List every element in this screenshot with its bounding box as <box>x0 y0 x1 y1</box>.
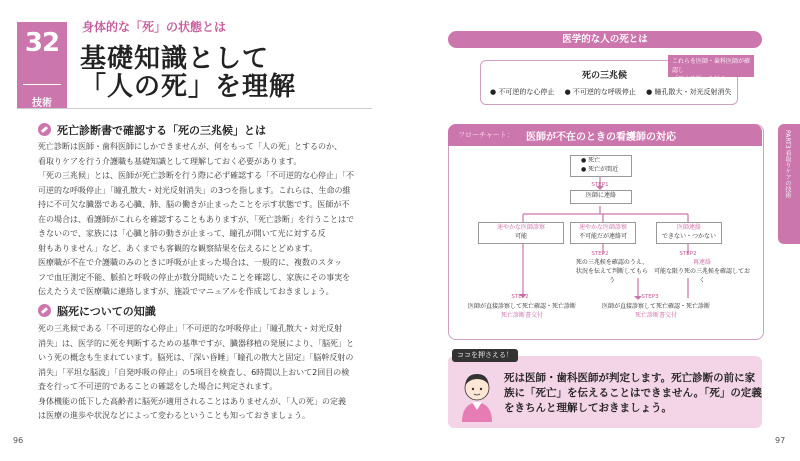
flow-death-box <box>570 155 632 177</box>
step2-label: STEP2 <box>591 251 609 257</box>
step3-label: STEP3 <box>641 294 659 300</box>
key-point-line: 死は医師・歯科医師が判定します。死亡診断の前に家 <box>504 372 756 384</box>
s2-line: 消失」「平坦な脳波」「自発呼吸の停止」の5項目を検査し、6時間以上おいて2回目の検 <box>38 367 350 377</box>
flow-text: 速やかな医師診察 <box>578 224 627 231</box>
callout-line: 「死亡診断」を行う <box>672 76 727 83</box>
page-subtitle: 身体的な「死」の状態とは <box>82 20 227 34</box>
flow-text: 再連絡 <box>692 259 711 266</box>
flow-text: 死亡診断書交付 <box>500 312 543 319</box>
diagnosis-callout <box>668 55 754 83</box>
flow-text: ● 死亡 <box>581 157 601 164</box>
medical-death-header: 医学的な人の死とは <box>448 31 762 48</box>
flow-text: 死の三兆候を確認のうえ、 <box>575 259 649 266</box>
part-side-tab-label: PART3 看取りケアの技術 <box>784 130 791 199</box>
step2-label-a: STEP2 <box>511 294 529 300</box>
sign-item: ● 瞳孔散大・対光反射消失 <box>646 88 732 96</box>
flowchart-title: 医師が不在のときの看護師の対応 <box>526 132 676 143</box>
s1-line: 伝えたうえで医療職に連絡しますが、施設でマニュアルを作成しておきましょう。 <box>38 287 334 296</box>
key-point-tag: ココを押さえる！ <box>452 349 518 362</box>
mid-b-text <box>574 258 650 284</box>
sign-item: ● 不可逆的な呼吸停止 <box>564 88 636 96</box>
flow-text: 死亡診断書交付 <box>634 312 677 319</box>
flow-text: 可能な限り死の三兆候を確認しておく <box>653 268 750 284</box>
s1-line: きないので、家族には「心臓と肺の動きが止まって、瞳孔が開いて光に対する反 <box>38 229 326 238</box>
page-title-line2: 「人の死」を理解 <box>80 72 297 102</box>
key-point-text <box>504 371 762 416</box>
s1-line: 看取りケアを行う介護職も基礎知識として理解しておく必要があります。 <box>38 156 302 166</box>
branch-b-box <box>570 222 636 244</box>
flow-text: 速やかな医師診察 <box>496 224 545 231</box>
step2-label: STEP2 <box>679 251 697 257</box>
flow-text: 可能 <box>514 233 527 240</box>
three-signs-title: 死の三兆候 <box>582 71 628 81</box>
three-signs-list <box>490 87 740 97</box>
key-point-line: をきちんと理解しておきましょう。 <box>504 402 672 414</box>
flow-text: 状況を伝えて判断してもらう <box>575 268 648 284</box>
s2-line: 査を行って不可逆的であることの確認をした場合に判定されます。 <box>38 382 278 391</box>
section2-heading <box>38 303 156 319</box>
bottom-a-box <box>458 302 586 326</box>
callout-line: これらを医師・歯科医師が確認し <box>672 58 751 74</box>
s1-line: 可逆的な呼吸停止」「瞳孔散大・対光反射消失」の3つを指します。これらは、生命の維 <box>38 185 351 195</box>
flow-text: 医師が直接診察して死亡確認・死亡診断 <box>601 303 710 310</box>
sign-item: ● 不可逆的な心停止 <box>490 88 555 96</box>
flow-text: ● 死亡が間近 <box>581 166 619 173</box>
page-number-right: 97 <box>775 436 786 445</box>
flow-text: 医師が直接診察して死亡確認・死亡診断 <box>467 303 576 310</box>
section1-heading-text: 死亡診断書で確認する「死の三兆候」とは <box>57 124 266 137</box>
s2-line: 消失」は、医学的に死を判断するための基準ですが、臓器移植の発展により、「脳死」と <box>38 338 354 348</box>
step1-box: 医師に連絡 <box>570 190 632 204</box>
badge-divider <box>23 84 61 85</box>
s1-line: フで血圧測定不能、脈拍と呼吸の停止が数分間続いたことを確認し、家族にその事実を <box>38 272 351 282</box>
page-number-left: 96 <box>13 436 24 445</box>
flowchart-label: フローチャート： <box>458 131 514 139</box>
s1-line: 射もありません」など、あくまでも客観的な観察結果を伝えるにとどめます。 <box>38 243 318 253</box>
key-point-line: 族に「死亡」を伝えることはできません。「死」の定義 <box>504 387 762 399</box>
header-divider <box>17 108 372 109</box>
step1-label: STEP1 <box>591 182 609 188</box>
section2-body <box>38 322 368 424</box>
section1-body <box>38 140 368 300</box>
lesson-badge <box>17 22 67 108</box>
page-title-line1: 基礎知識として <box>80 44 270 74</box>
s2-line: いう死の概念も生まれています。脳死は、「深い昏睡」「瞳孔の散大と固定」「脳幹反射の <box>38 353 354 362</box>
lesson-category: 技術 <box>32 98 52 109</box>
flow-text: できない・つかない <box>661 233 716 240</box>
s1-line: 「死の三兆候」とは、医師が死亡診断を行う際に必ず確認する「不可逆的な心停止」「不 <box>38 171 354 180</box>
section2-heading-text: 脳死についての知識 <box>57 305 156 318</box>
flow-text: 不可能だが連絡可 <box>578 233 627 240</box>
flow-text: 医師連絡 <box>676 224 701 231</box>
s2-line: 死の三兆候である「不可逆的な心停止」「不可逆的な呼吸停止」「瞳孔散大・対光反射 <box>38 324 342 333</box>
s1-line: 持に不可欠な臓器である心臓、肺、脳の働きが止まったことを示す状態です。医師が不 <box>38 200 350 209</box>
nurse-illustration <box>456 366 498 422</box>
pencil-icon <box>38 304 51 317</box>
bottom-b-box <box>592 302 720 326</box>
branch-c-box <box>656 222 722 244</box>
s1-line: 死亡診断は医師・歯科医師にしかできませんが、何をもって「人の死」とするのか、 <box>38 142 342 151</box>
pencil-icon <box>38 123 51 136</box>
section1-heading <box>38 122 266 138</box>
s1-line: 医療職が不在で介護職のみのときに呼吸が止まった場合は、一般的に、複数のスタッ <box>38 258 342 267</box>
branch-a-box <box>478 222 564 244</box>
s2-line: 身体機能の低下した高齢者に脳死が適用されることはありませんが、「人の死」の定義 <box>38 396 346 406</box>
lesson-number: 32 <box>24 28 60 58</box>
s2-line: は医療の進歩や状況などによって変わるということも知っておきましょう。 <box>38 411 310 420</box>
s1-line: 在の場合は、看護師がこれらを確認することもありますが、「死亡診断」を行うことはで <box>38 214 354 224</box>
mid-c-text <box>652 258 752 284</box>
